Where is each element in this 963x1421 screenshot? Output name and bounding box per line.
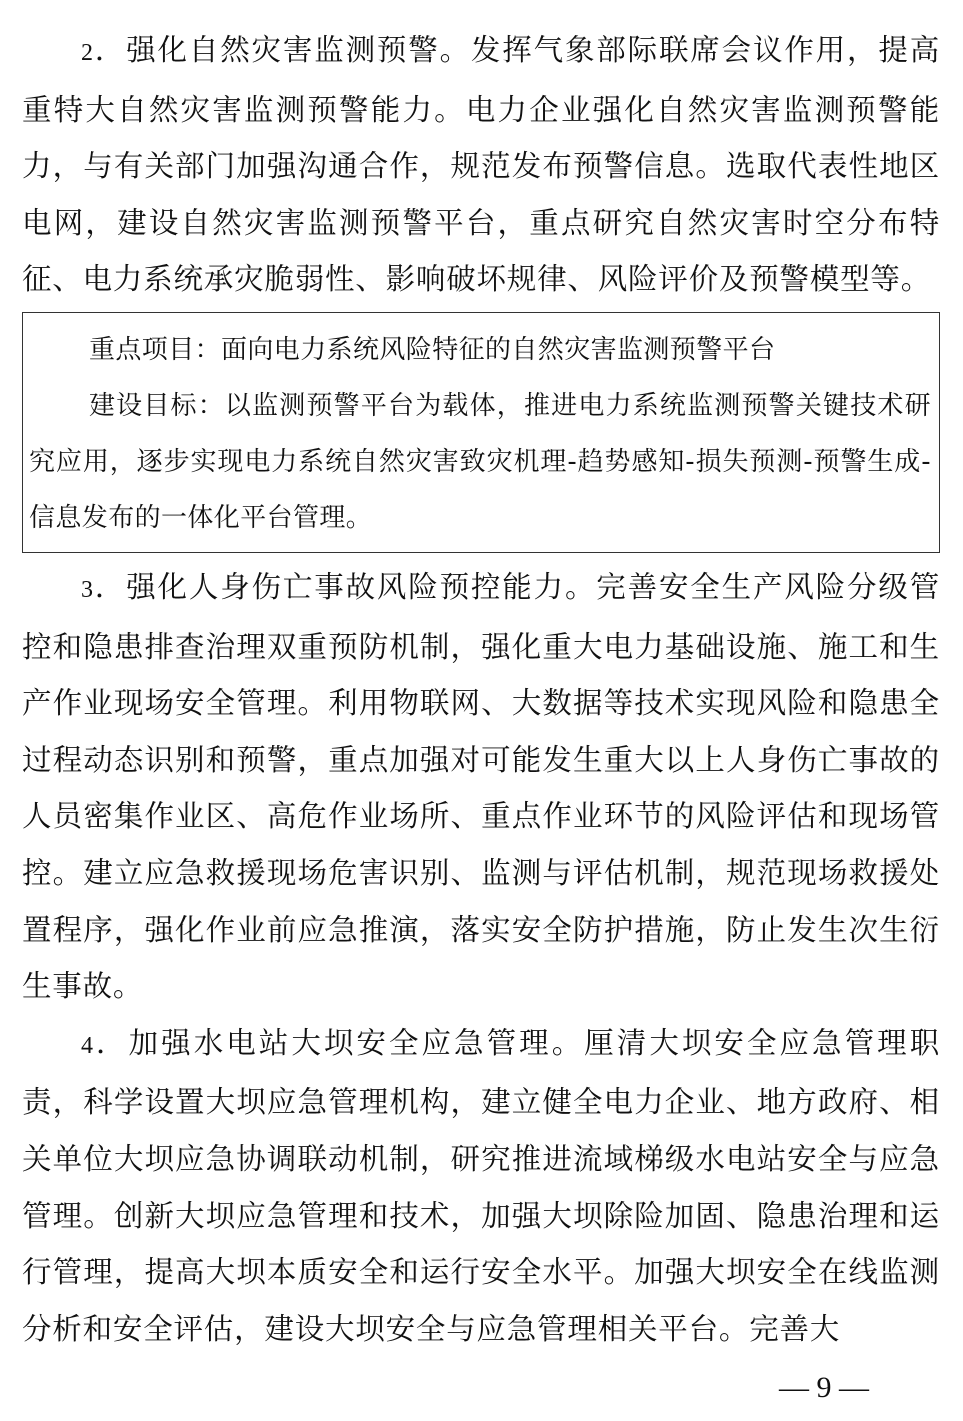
paragraph-section-2 [22,22,940,308]
key-project-goal: 建设目标：以监测预警平台为载体，推进电力系统监测预警关键技术研究应用，逐步实现电力系统自然灾害致灾机理-趋势感知-损失预测-预警生成-信息发布的一体化平台管理。 [29,390,931,533]
paragraph-section-3 [22,559,940,1015]
page-number: — 9 — [779,1371,869,1404]
key-project-box [22,312,940,553]
paragraph-text: ．强化自然灾害监测预警。发挥气象部际联席会议作用，提高重特大自然灾害监测预警能力。电力企业强化自然灾害监测预警能力，与有关部门加强沟通合作，规范发布预警信息。选取代表性地区电网，建设自然灾害监测预警平台，重点研究自然灾害时空分布特征、电力系统承灾脆弱性、影响破坏规律、风险评价及预警模型等。 [22,33,940,297]
section-number: 4 [81,1032,94,1059]
key-project-title: 重点项目：面向电力系统风险特征的自然灾害监测预警平台 [89,334,776,365]
paragraph-text: ．强化人身伤亡事故风险预控能力。完善安全生产风险分级管控和隐患排查治理双重预防机制，强化重大电力基础设施、施工和生产作业现场安全管理。利用物联网、大数据等技术实现风险和隐患全过程动态识别和预警，重点加强对可能发生重大以上人身伤亡事故的人员密集作业区、高危作业场所、重点作业环节的风险评估和现场管控。建立应急救援现场危害识别、监测与评估机制，规范现场救援处置程序，强化作业前应急推演，落实安全防护措施，防止发生次生衍生事故。 [22,569,940,1004]
document-page [22,22,940,1357]
paragraph-text: ．加强水电站大坝安全应急管理。厘清大坝安全应急管理职责，科学设置大坝应急管理机构，建立健全电力企业、地方政府、相关单位大坝应急协调联动机制，研究推进流域梯级水电站安全与应急管理。创新大坝应急管理和技术，加强大坝除险加固、隐患治理和运行管理，提高大坝本质安全和运行安全水平。加强大坝安全在线监测分析和安全评估，建设大坝安全与应急管理相关平台。完善大 [22,1025,940,1346]
section-number: 3 [81,576,94,603]
paragraph-section-4 [22,1015,940,1358]
section-number: 2 [81,40,94,66]
